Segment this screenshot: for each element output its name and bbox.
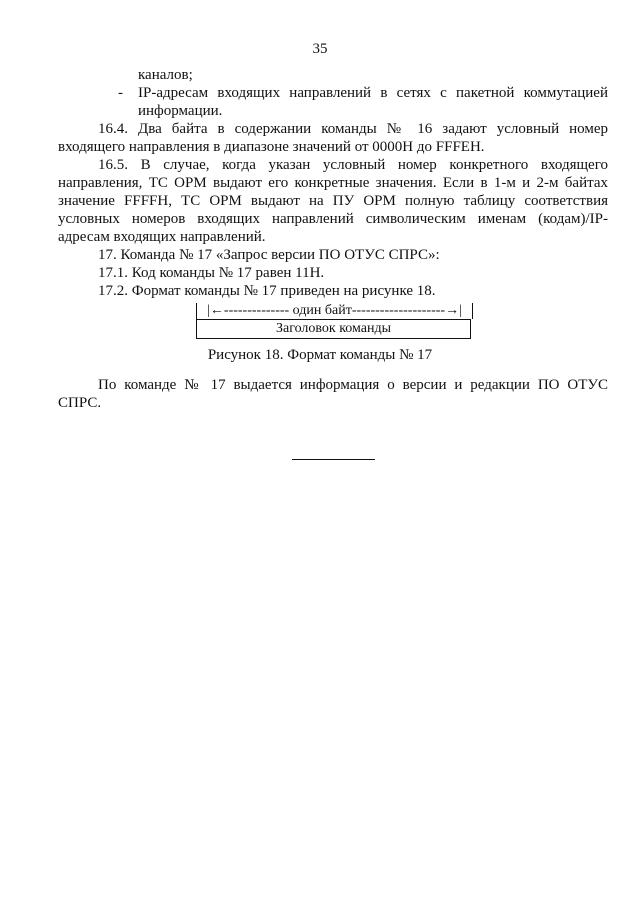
command-header-cell: Заголовок команды xyxy=(196,319,471,339)
paragraph-line: входящего направления в диапазоне значений от 0000Н до FFFEH. xyxy=(58,139,485,155)
paragraph-line: направления, ТС ОРМ выдают его конкретные значения. Если в 1-м и 2-м байтах xyxy=(58,175,608,191)
paragraph-line: 16.5. В случае, когда указан условный номер конкретного входящего xyxy=(98,157,608,173)
list-item-text: каналов; xyxy=(138,67,193,83)
paragraph-line: условных номеров входящих направлений символическим именам (кодам)/IP- xyxy=(58,211,608,227)
command-format-figure xyxy=(196,303,471,338)
paragraph-line: 17.1. Код команды № 17 равен 11Н. xyxy=(98,265,325,281)
list-bullet: - xyxy=(118,85,123,101)
figure-caption: Рисунок 18. Формат команды № 17 xyxy=(207,347,433,363)
paragraph-line: По команде № 17 выдается информация о версии и редакции ПО ОТУС xyxy=(98,377,608,393)
paragraph-line: 16.4. Два байта в содержании команды № 16 задают условный номер xyxy=(98,121,608,137)
byte-span-label: |←-------------- один байт--------------------→| xyxy=(196,303,473,319)
paragraph-line: 17.2. Формат команды № 17 приведен на рисунке 18. xyxy=(98,283,436,299)
paragraph-line: адресам входящих направлений. xyxy=(58,229,266,245)
list-item-text: информации. xyxy=(138,103,223,119)
page-number: 35 xyxy=(312,41,328,57)
end-divider xyxy=(292,459,375,460)
paragraph-line: значение FFFFH, ТС ОРМ выдают на ПУ ОРМ полную таблицу соответствия xyxy=(58,193,608,209)
section-heading: 17. Команда № 17 «Запрос версии ПО ОТУС СПРС»: xyxy=(98,247,440,263)
list-item-text: IP-адресам входящих направлений в сетях с пакетной коммутацией xyxy=(138,85,608,101)
paragraph-line: СПРС. xyxy=(58,395,102,411)
